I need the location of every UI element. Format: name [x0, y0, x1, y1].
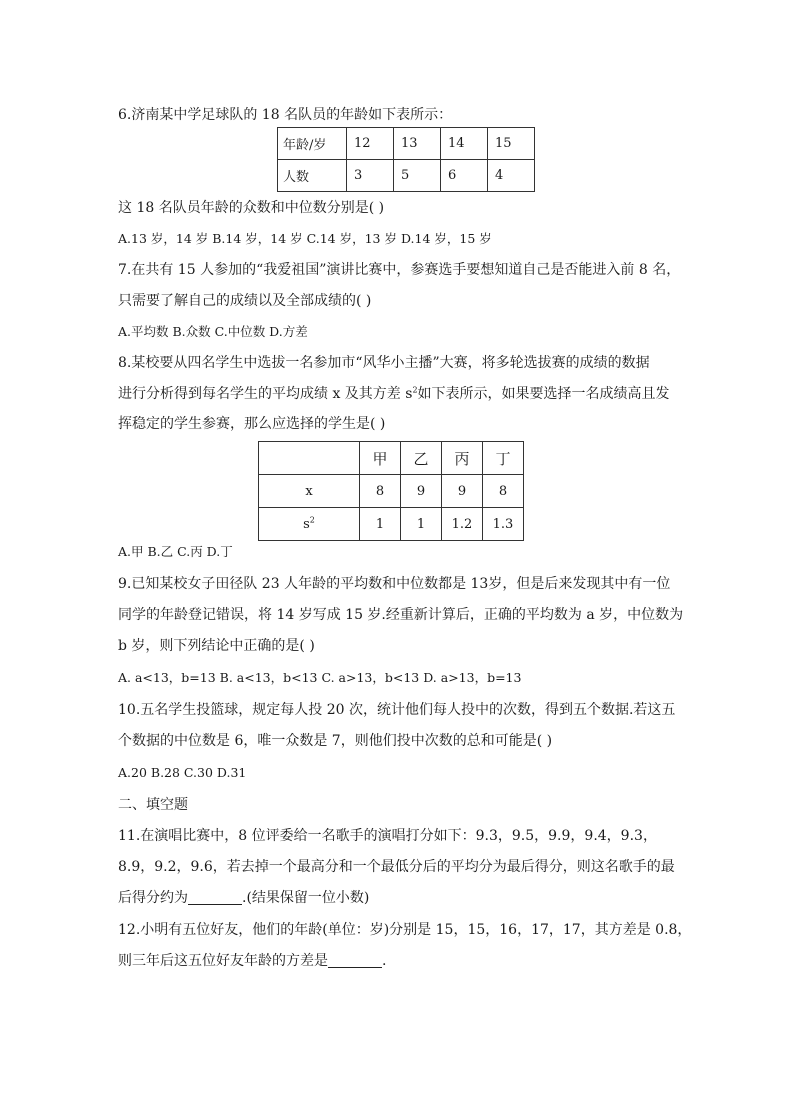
q11-line2: 8.9，9.2，9.6，若去掉一个最高分和一个最低分后的平均分为最后得分，则这名歌手的最 — [118, 859, 675, 875]
variance-cell: 1 — [401, 508, 442, 541]
q8-line2 — [118, 384, 670, 404]
q9-options: A. a<13，b=13 B. a<13，b<13 C. a>13，b<13 D. a>13，b=13 — [118, 670, 522, 685]
mean-cell: 9 — [442, 475, 483, 508]
q12-line2-b: . — [382, 953, 387, 969]
q6-question: 这 18 名队员年龄的众数和中位数分别是( ) — [118, 200, 385, 216]
count-label: 人数 — [278, 160, 347, 192]
table-row — [259, 442, 524, 475]
student-header: 丁 — [483, 442, 524, 475]
student-header: 甲 — [360, 442, 401, 475]
variance-cell: 1 — [360, 508, 401, 541]
q8-line2-b: 如下表所示，如果要选择一名成绩高且发 — [417, 386, 670, 402]
section-heading: 二、填空题 — [118, 797, 188, 813]
variance-cell: 1.3 — [483, 508, 524, 541]
count-cell: 5 — [394, 160, 441, 192]
table-row — [259, 508, 524, 541]
table-row — [278, 160, 535, 192]
q9-line3: b 岁，则下列结论中正确的是( ) — [118, 638, 315, 654]
variance-label — [259, 508, 360, 541]
q12-line1: 12.小明有五位好友，他们的年龄(单位：岁)分别是 15，15，16，17，17，其方差是 0.8， — [118, 922, 692, 938]
age-label: 年龄/岁 — [278, 128, 347, 160]
table-row — [259, 475, 524, 508]
q12-line2 — [118, 951, 386, 971]
count-cell: 3 — [347, 160, 394, 192]
q8-score-table — [258, 441, 524, 541]
q7-options: A.平均数 B.众数 C.中位数 D.方差 — [118, 324, 308, 339]
count-cell: 4 — [488, 160, 535, 192]
q8-line1: 8.某校要从四名学生中选拔一名参加市“风华小主播”大赛，将多轮选拔赛的成绩的数据 — [118, 355, 650, 371]
q7-line1: 7.在共有 15 人参加的“我爱祖国”演讲比赛中，参赛选手要想知道自己是否能进入前 8 名， — [118, 262, 681, 278]
mean-label: x — [259, 475, 360, 508]
q8-line3: 挥稳定的学生参赛，那么应选择的学生是( ) — [118, 416, 386, 432]
answer-blank[interactable] — [188, 890, 242, 905]
age-cell: 13 — [394, 128, 441, 160]
q10-options: A.20 B.28 C.30 D.31 — [118, 765, 247, 780]
variance-sup: 2 — [309, 515, 315, 525]
mean-cell: 9 — [401, 475, 442, 508]
q9-line2: 同学的年龄登记错误，将 14 岁写成 15 岁.经重新计算后，正确的平均数为 a 岁，中位数为 — [118, 607, 684, 623]
q6-age-table — [277, 127, 535, 192]
q11-line3-a: 后得分约为 — [118, 890, 188, 906]
mean-cell: 8 — [360, 475, 401, 508]
q6-stem: 6.济南某中学足球队的 18 名队员的年龄如下表所示： — [118, 107, 453, 123]
age-cell: 15 — [488, 128, 535, 160]
age-cell: 12 — [347, 128, 394, 160]
count-cell: 6 — [441, 160, 488, 192]
student-header: 丙 — [442, 442, 483, 475]
q10-line2: 个数据的中位数是 6，唯一众数是 7，则他们投中次数的总和可能是( ) — [118, 733, 553, 749]
q8-options: A.甲 B.乙 C.丙 D.丁 — [118, 544, 233, 559]
empty-header — [259, 442, 360, 475]
q8-line2-sup: 2 — [412, 385, 418, 395]
mean-cell: 8 — [483, 475, 524, 508]
q7-line2: 只需要了解自己的成绩以及全部成绩的( ) — [118, 293, 372, 309]
q10-line1: 10.五名学生投篮球，规定每人投 20 次，统计他们每人投中的次数，得到五个数据.若这五 — [118, 702, 676, 718]
q11-line1: 11.在演唱比赛中，8 位评委给一名歌手的演唱打分如下：9.3，9.5，9.9，9.4，9.3， — [118, 828, 657, 844]
q11-line3-b: .(结果保留一位小数) — [242, 890, 370, 906]
answer-blank[interactable] — [328, 953, 382, 968]
variance-symbol: s — [303, 516, 310, 532]
table-row — [278, 128, 535, 160]
q12-line2-a: 则三年后这五位好友年龄的方差是 — [118, 953, 328, 969]
q8-line2-a: 进行分析得到每名学生的平均成绩 x 及其方差 s — [118, 386, 413, 402]
q11-line3 — [118, 888, 369, 908]
variance-cell: 1.2 — [442, 508, 483, 541]
age-cell: 14 — [441, 128, 488, 160]
student-header: 乙 — [401, 442, 442, 475]
q9-line1: 9.已知某校女子田径队 23 人年龄的平均数和中位数都是 13岁，但是后来发现其中有一位 — [118, 576, 671, 592]
q6-options: A.13 岁，14 岁 B.14 岁，14 岁 C.14 岁，13 岁 D.14 岁，15 岁 — [118, 231, 492, 246]
